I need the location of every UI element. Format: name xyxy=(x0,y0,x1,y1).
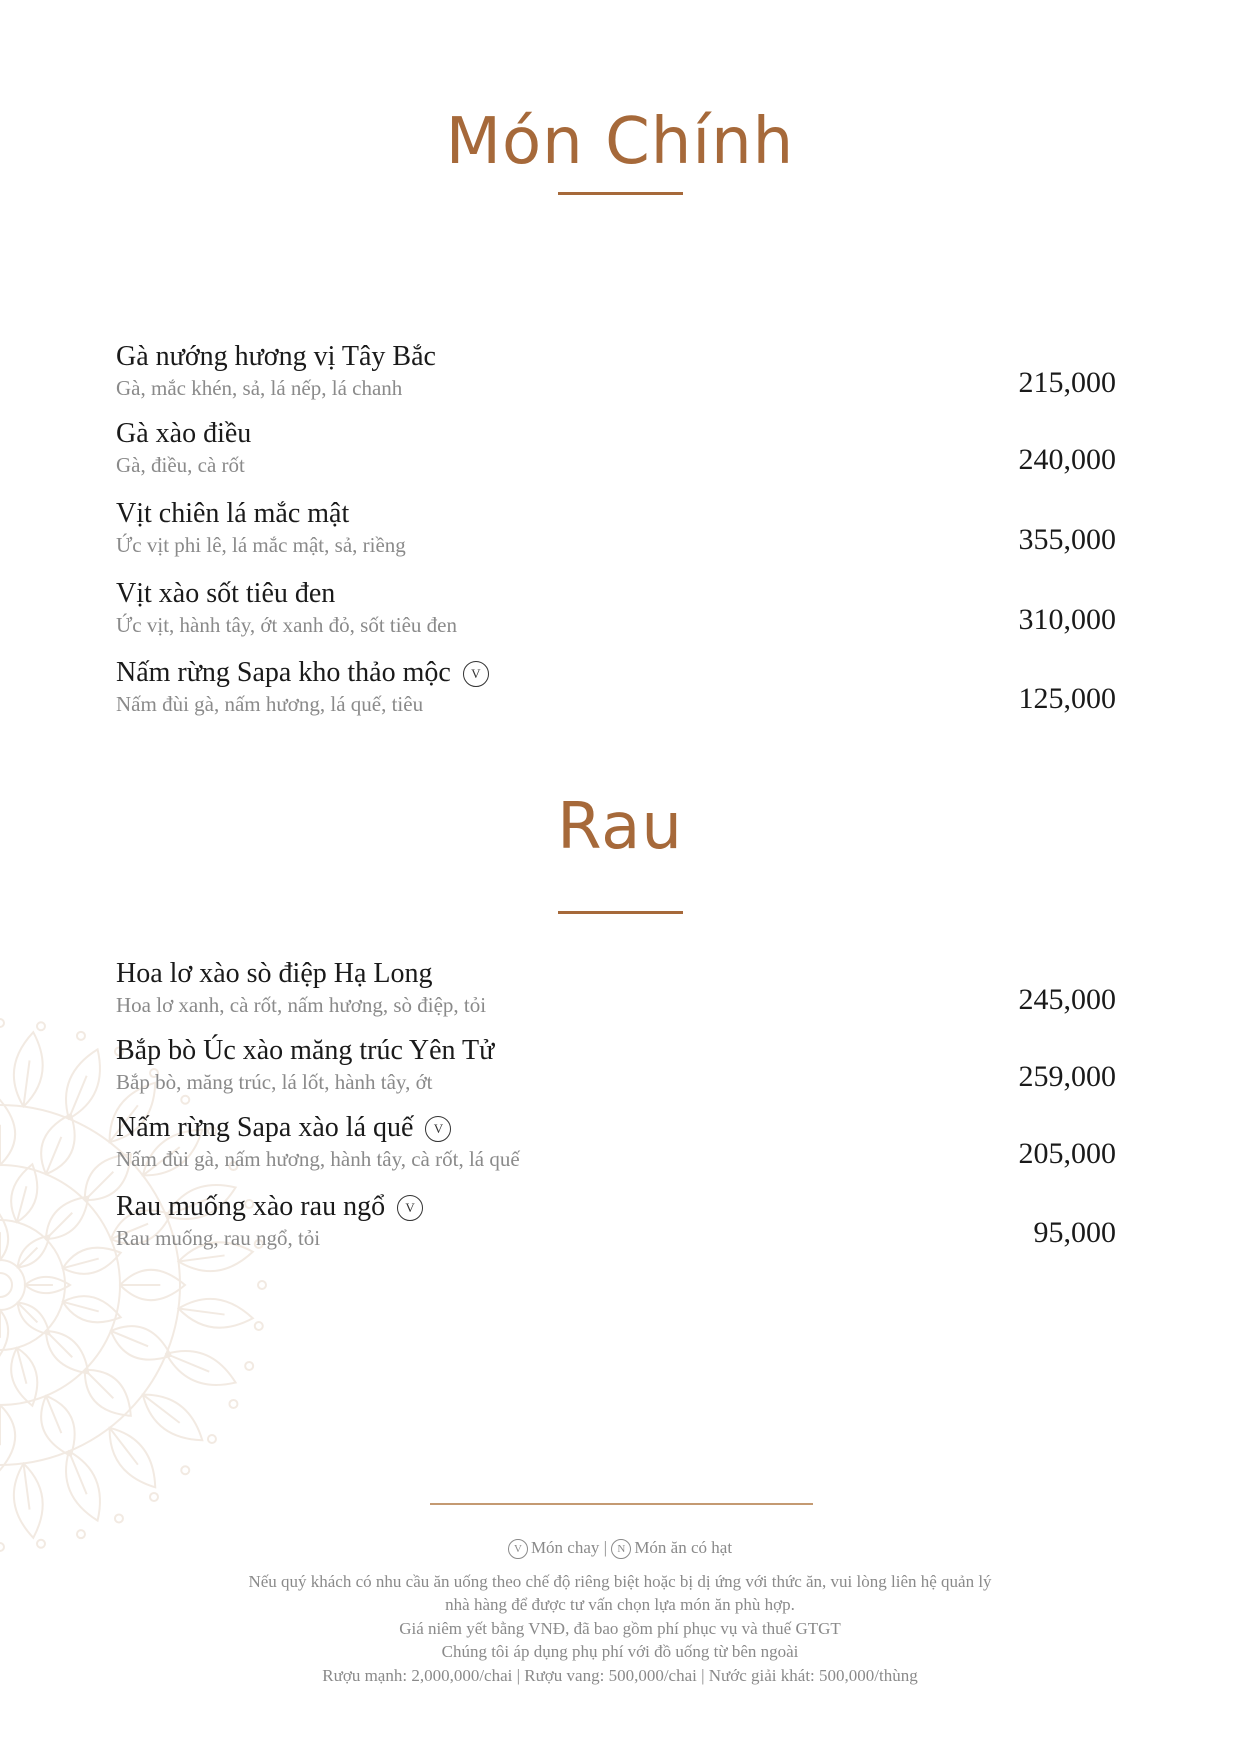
section-divider-main-dishes xyxy=(558,192,683,195)
item-price: 125,000 xyxy=(1018,682,1116,715)
legend-vegetarian-label: Món chay xyxy=(530,1538,600,1557)
item-price: 245,000 xyxy=(1018,983,1116,1016)
item-price: 205,000 xyxy=(1018,1137,1116,1170)
vegetarian-icon: V xyxy=(397,1195,423,1221)
item-description: Ức vịt, hành tây, ớt xanh đỏ, sốt tiêu đen xyxy=(116,613,457,637)
legend-separator: | xyxy=(603,1538,608,1557)
footer-notes xyxy=(150,1536,1090,1687)
menu-item xyxy=(116,656,1116,726)
item-name-row xyxy=(116,1111,1116,1145)
menu-item xyxy=(116,1190,1116,1260)
vegetarian-icon: V xyxy=(425,1116,451,1142)
item-name: Vịt chiên lá mắc mật xyxy=(116,498,350,529)
menu-item xyxy=(116,497,1116,577)
item-name: Rau muống xào rau ngổ xyxy=(116,1191,386,1222)
badge-legend xyxy=(150,1536,1090,1560)
item-price: 355,000 xyxy=(1018,523,1116,556)
menu-item xyxy=(116,1034,1116,1111)
nuts-legend-icon: N xyxy=(611,1539,631,1559)
item-description: Hoa lơ xanh, cà rốt, nấm hương, sò điệp, tỏi xyxy=(116,993,487,1017)
item-price: 259,000 xyxy=(1018,1060,1116,1093)
item-name: Bắp bò Úc xào măng trúc Yên Tử xyxy=(116,1035,495,1066)
footer-note-line: nhà hàng để được tư vấn chọn lựa món ăn phù hợp. xyxy=(445,1595,795,1614)
legend-nuts-label: Món ăn có hạt xyxy=(634,1538,733,1557)
item-name-row xyxy=(116,1190,1116,1224)
item-price: 215,000 xyxy=(1018,366,1116,399)
menu-item xyxy=(116,417,1116,497)
vegetarian-icon: V xyxy=(463,661,489,687)
item-name: Hoa lơ xào sò điệp Hạ Long xyxy=(116,958,433,989)
menu-item xyxy=(116,957,1116,1034)
section-title-vegetables: Rau xyxy=(557,790,683,864)
menu-item xyxy=(116,340,1116,417)
menu-list-vegetables xyxy=(116,957,1116,1260)
footer-note-line: Nếu quý khách có nhu cầu ăn uống theo chế độ riêng biệt hoặc bị dị ứng với thức ăn, vui lòng liên hệ quản lý xyxy=(248,1571,992,1591)
item-description: Gà, điều, cà rốt xyxy=(116,453,245,477)
vegetarian-legend-icon: V xyxy=(508,1539,528,1559)
footer-divider xyxy=(430,1503,813,1505)
menu-list-main-dishes xyxy=(116,340,1116,726)
item-description: Nấm đùi gà, nấm hương, hành tây, cà rốt, lá quế xyxy=(116,1147,520,1171)
item-price: 240,000 xyxy=(1018,443,1116,476)
item-description: Nấm đùi gà, nấm hương, lá quế, tiêu xyxy=(116,692,424,716)
item-description: Bắp bò, măng trúc, lá lốt, hành tây, ớt xyxy=(116,1070,433,1094)
item-description: Ức vịt phi lê, lá mắc mật, sả, riềng xyxy=(116,533,406,557)
item-name: Gà nướng hương vị Tây Bắc xyxy=(116,341,436,372)
item-name: Nấm rừng Sapa kho thảo mộc xyxy=(116,657,451,688)
footer-note-line: Chúng tôi áp dụng phụ phí với đồ uống từ bên ngoài xyxy=(441,1642,799,1661)
item-name: Vịt xào sốt tiêu đen xyxy=(116,578,336,609)
menu-item xyxy=(116,1111,1116,1190)
section-title-main-dishes: Món Chính xyxy=(445,105,795,179)
item-name: Nấm rừng Sapa xào lá quế xyxy=(116,1112,414,1143)
item-description: Rau muống, rau ngổ, tỏi xyxy=(116,1226,321,1250)
menu-item xyxy=(116,577,1116,656)
item-name-row xyxy=(116,656,1116,690)
item-description: Gà, mắc khén, sả, lá nếp, lá chanh xyxy=(116,376,403,400)
item-name: Gà xào điều xyxy=(116,418,252,449)
section-divider-vegetables xyxy=(558,911,683,914)
item-price: 95,000 xyxy=(1033,1216,1116,1249)
item-price: 310,000 xyxy=(1018,603,1116,636)
footer-note-line: Rượu mạnh: 2,000,000/chai | Rượu vang: 500,000/chai | Nước giải khát: 500,000/thùng xyxy=(322,1665,918,1685)
footer-note-line: Giá niêm yết bằng VNĐ, đã bao gồm phí phục vụ và thuế GTGT xyxy=(399,1618,841,1638)
